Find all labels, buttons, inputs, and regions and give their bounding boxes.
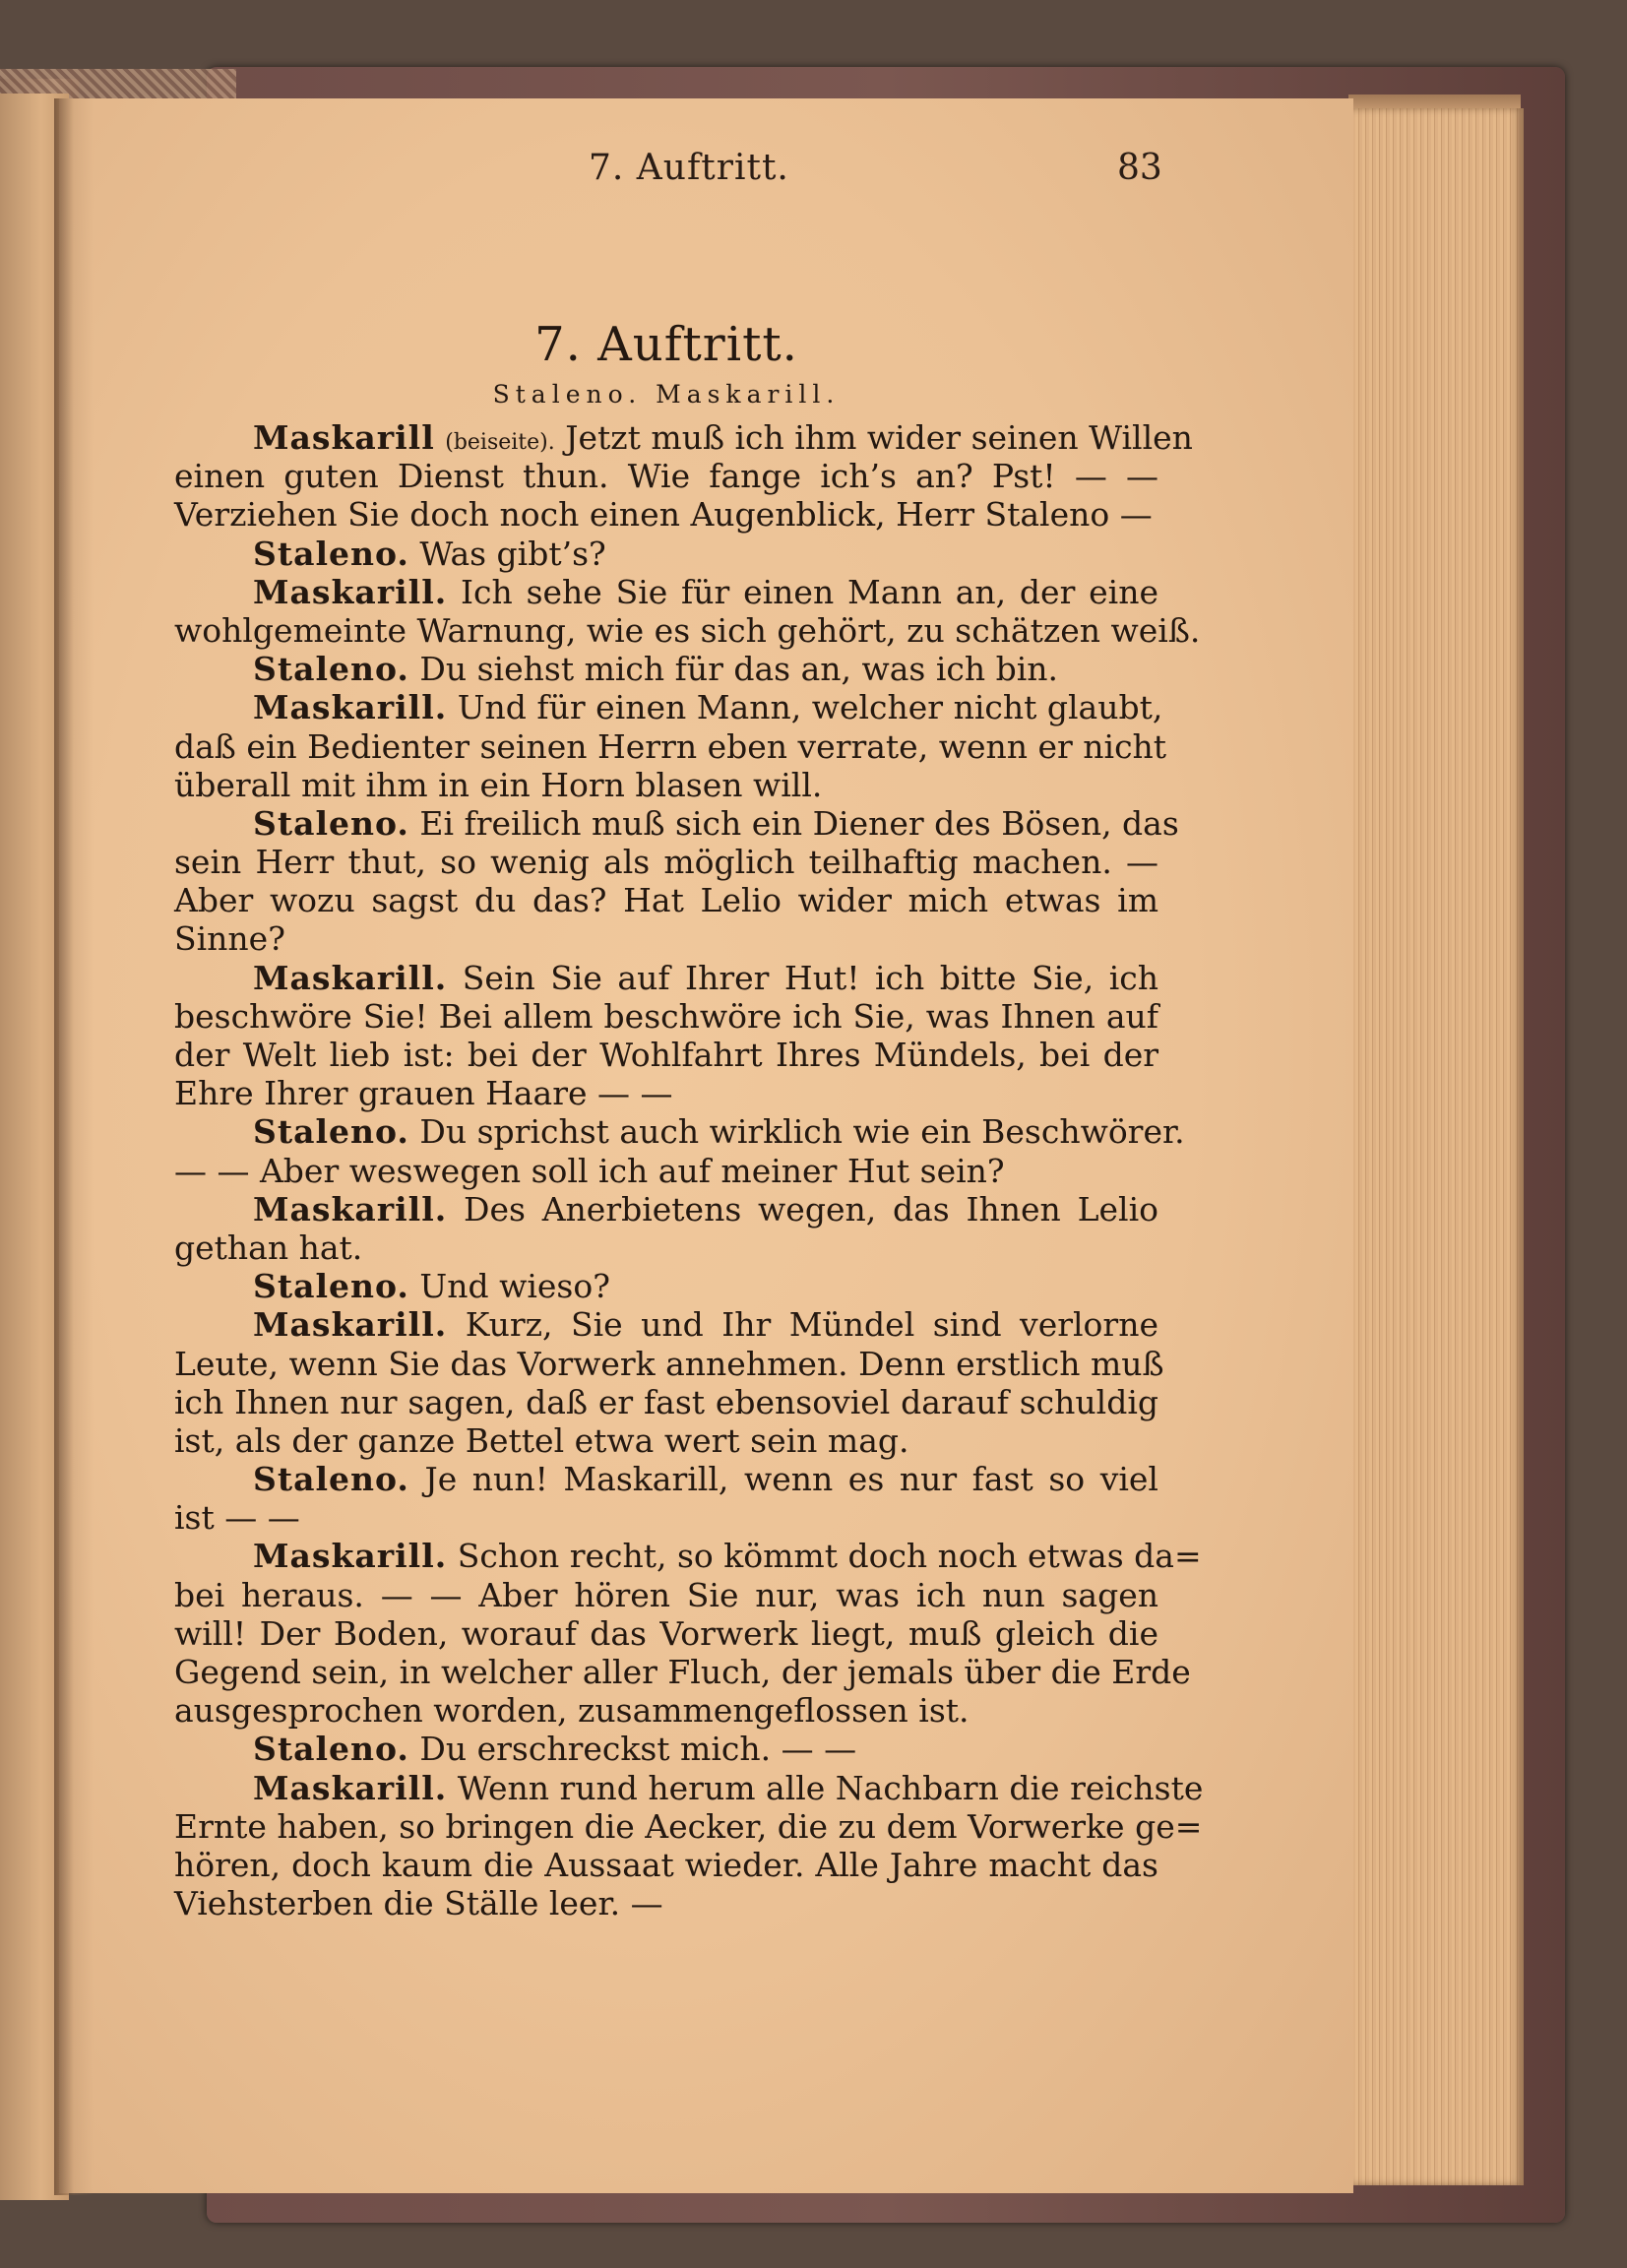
text-line (174, 1460, 1158, 1498)
line-text: Des Anerbietens wegen, das Ihnen Lelio (464, 1189, 1158, 1228)
speaker-name: Maskarill. (253, 958, 448, 997)
speaker-name: Maskarill. (253, 1189, 448, 1228)
text-line (174, 1730, 1158, 1768)
line-text: Viehsterben die Ställe leer. — (174, 1884, 663, 1923)
text-line (174, 1383, 1158, 1421)
line-text: Du erschreckst mich. — — (419, 1730, 857, 1769)
line-text: Sein Sie auf Ihrer Hut! ich bitte Sie, ich (462, 958, 1158, 997)
speaker-name: Maskarill. (253, 1768, 448, 1807)
line-text: beschwöre Sie! Bei allem beschwöre ich Sie, was Ihnen auf (174, 996, 1158, 1036)
scene-title: 7. Auftritt. (534, 317, 798, 372)
running-title: 7. Auftritt. (589, 148, 789, 188)
text-line (174, 1846, 1158, 1884)
speaker-name: Maskarill (253, 418, 435, 457)
speaker-name: Staleno. (253, 1730, 409, 1769)
text-line (174, 1614, 1158, 1653)
text-line (174, 418, 1193, 457)
line-text: einen guten Dienst thun. Wie fange ich’s an? Pst! — — (174, 457, 1158, 496)
text-line (174, 959, 1158, 997)
text-line (174, 881, 1158, 919)
line-text: Leute, wenn Sie das Vorwerk annehmen. Denn erstlich muß (174, 1344, 1164, 1383)
speaker-name: Staleno. (253, 1460, 409, 1499)
text-line (174, 495, 1158, 534)
text-line (174, 1537, 1202, 1576)
text-line (174, 1498, 1158, 1537)
line-text: Und für einen Mann, welcher nicht glaubt, (457, 688, 1163, 727)
line-text: Und wieso? (419, 1267, 610, 1306)
text-line (174, 1228, 1158, 1267)
line-text: gethan hat. (174, 1228, 363, 1267)
running-header (0, 148, 1627, 197)
text-line (174, 803, 1179, 843)
line-text: Was gibt’s? (419, 534, 606, 573)
page-stack-edge (1348, 108, 1524, 2185)
character-list: Staleno. Maskarill. (492, 380, 841, 409)
speaker-name: Staleno. (253, 650, 409, 689)
text-line (174, 650, 1158, 688)
line-text: ist — — (174, 1498, 300, 1538)
text-line (174, 1305, 1158, 1344)
speaker-name: Maskarill. (253, 572, 448, 611)
line-text: Ei freilich muß sich ein Diener des Bösen, das (419, 803, 1179, 843)
dialogue-lines (174, 418, 1204, 1923)
text-line (174, 688, 1163, 727)
line-text: Aber wozu sagst du das? Hat Lelio wider mich etwas im (174, 881, 1158, 920)
line-text: Sinne? (174, 919, 285, 959)
line-text: der Welt lieb ist: bei der Wohlfahrt Ihres Mündels, bei der (174, 1036, 1158, 1074)
speaker-name: Staleno. (253, 1112, 409, 1152)
text-line (174, 1806, 1203, 1846)
text-line (174, 573, 1158, 611)
line-text: Wenn rund herum alle Nachbarn die reichste (457, 1768, 1204, 1807)
text-line (174, 610, 1201, 650)
text-line (174, 726, 1167, 766)
text-line (174, 1190, 1158, 1228)
speaker-name: Staleno. (253, 534, 409, 573)
page-number: 83 (1117, 148, 1162, 188)
line-text: Du sprichst auch wirklich wie ein Beschwörer. (419, 1112, 1185, 1152)
text-line (174, 843, 1158, 881)
text-line (174, 1344, 1164, 1383)
line-text: Verziehen Sie doch noch einen Augenblick, Herr Staleno — (174, 495, 1153, 535)
line-text: Ernte haben, so bringen die Aecker, die zu dem Vorwerke ge= (174, 1806, 1203, 1846)
text-line (174, 1768, 1204, 1807)
text-line (174, 1074, 1158, 1112)
text-line (174, 766, 1158, 804)
text-block (174, 317, 1204, 1923)
line-text: — — Aber weswegen soll ich auf meiner Hut sein? (174, 1151, 1005, 1190)
speaker-name: Maskarill. (253, 1537, 448, 1576)
text-line (174, 919, 1158, 958)
line-text: wohlgemeinte Warnung, wie es sich gehört, zu schätzen weiß. (174, 610, 1201, 650)
page-gutter (54, 98, 94, 2195)
line-text: Jetzt muß ich ihm wider seinen Willen (565, 418, 1193, 457)
speaker-name: Maskarill. (253, 1305, 448, 1345)
text-line (174, 1576, 1158, 1614)
line-text: ich Ihnen nur sagen, daß er fast ebensoviel darauf schuldig (174, 1382, 1158, 1421)
text-line (174, 1036, 1158, 1074)
text-line (174, 1112, 1185, 1152)
text-line (174, 535, 1158, 573)
text-line (174, 997, 1158, 1036)
text-line (174, 457, 1158, 495)
line-text: hören, doch kaum die Aussaat wieder. Alle Jahre macht das (174, 1845, 1158, 1884)
text-line (174, 1152, 1158, 1190)
text-line (174, 1267, 1158, 1305)
line-text: ausgesprochen worden, zusammengeflossen ist. (174, 1691, 970, 1731)
line-text: bei heraus. — — Aber hören Sie nur, was ich nun sagen (174, 1575, 1158, 1614)
line-text: Ehre Ihrer grauen Haare — — (174, 1074, 673, 1113)
line-text: Du siehst mich für das an, was ich bin. (419, 650, 1059, 689)
line-text: Gegend sein, in welcher aller Fluch, der jemals über die Erde (174, 1653, 1191, 1691)
line-text: überall mit ihm in ein Horn blasen will. (174, 765, 823, 804)
line-text: daß ein Bedienter seinen Herrn eben verrate, wenn er nicht (174, 726, 1167, 766)
text-line (174, 1653, 1191, 1691)
line-text: will! Der Boden, worauf das Vorwerk liegt, muß gleich die (174, 1613, 1158, 1653)
text-line (174, 1421, 1158, 1460)
line-text: Ich sehe Sie für einen Mann an, der eine (461, 572, 1158, 611)
speaker-name: Staleno. (253, 803, 409, 843)
line-text: sein Herr thut, so wenig als möglich teilhaftig machen. — (174, 843, 1158, 882)
text-line (174, 1884, 1158, 1922)
line-text: Kurz, Sie und Ihr Mündel sind verlorne (465, 1305, 1158, 1345)
line-text: Schon recht, so kömmt doch noch etwas da= (457, 1537, 1202, 1576)
line-text: ist, als der ganze Bettel etwa wert sein mag. (174, 1420, 909, 1460)
text-line (174, 1691, 1158, 1730)
speaker-name: Staleno. (253, 1267, 409, 1306)
line-text: Je nun! Maskarill, wenn es nur fast so viel (424, 1460, 1158, 1499)
stage-direction: (beiseite). (445, 430, 555, 455)
speaker-name: Maskarill. (253, 688, 448, 727)
